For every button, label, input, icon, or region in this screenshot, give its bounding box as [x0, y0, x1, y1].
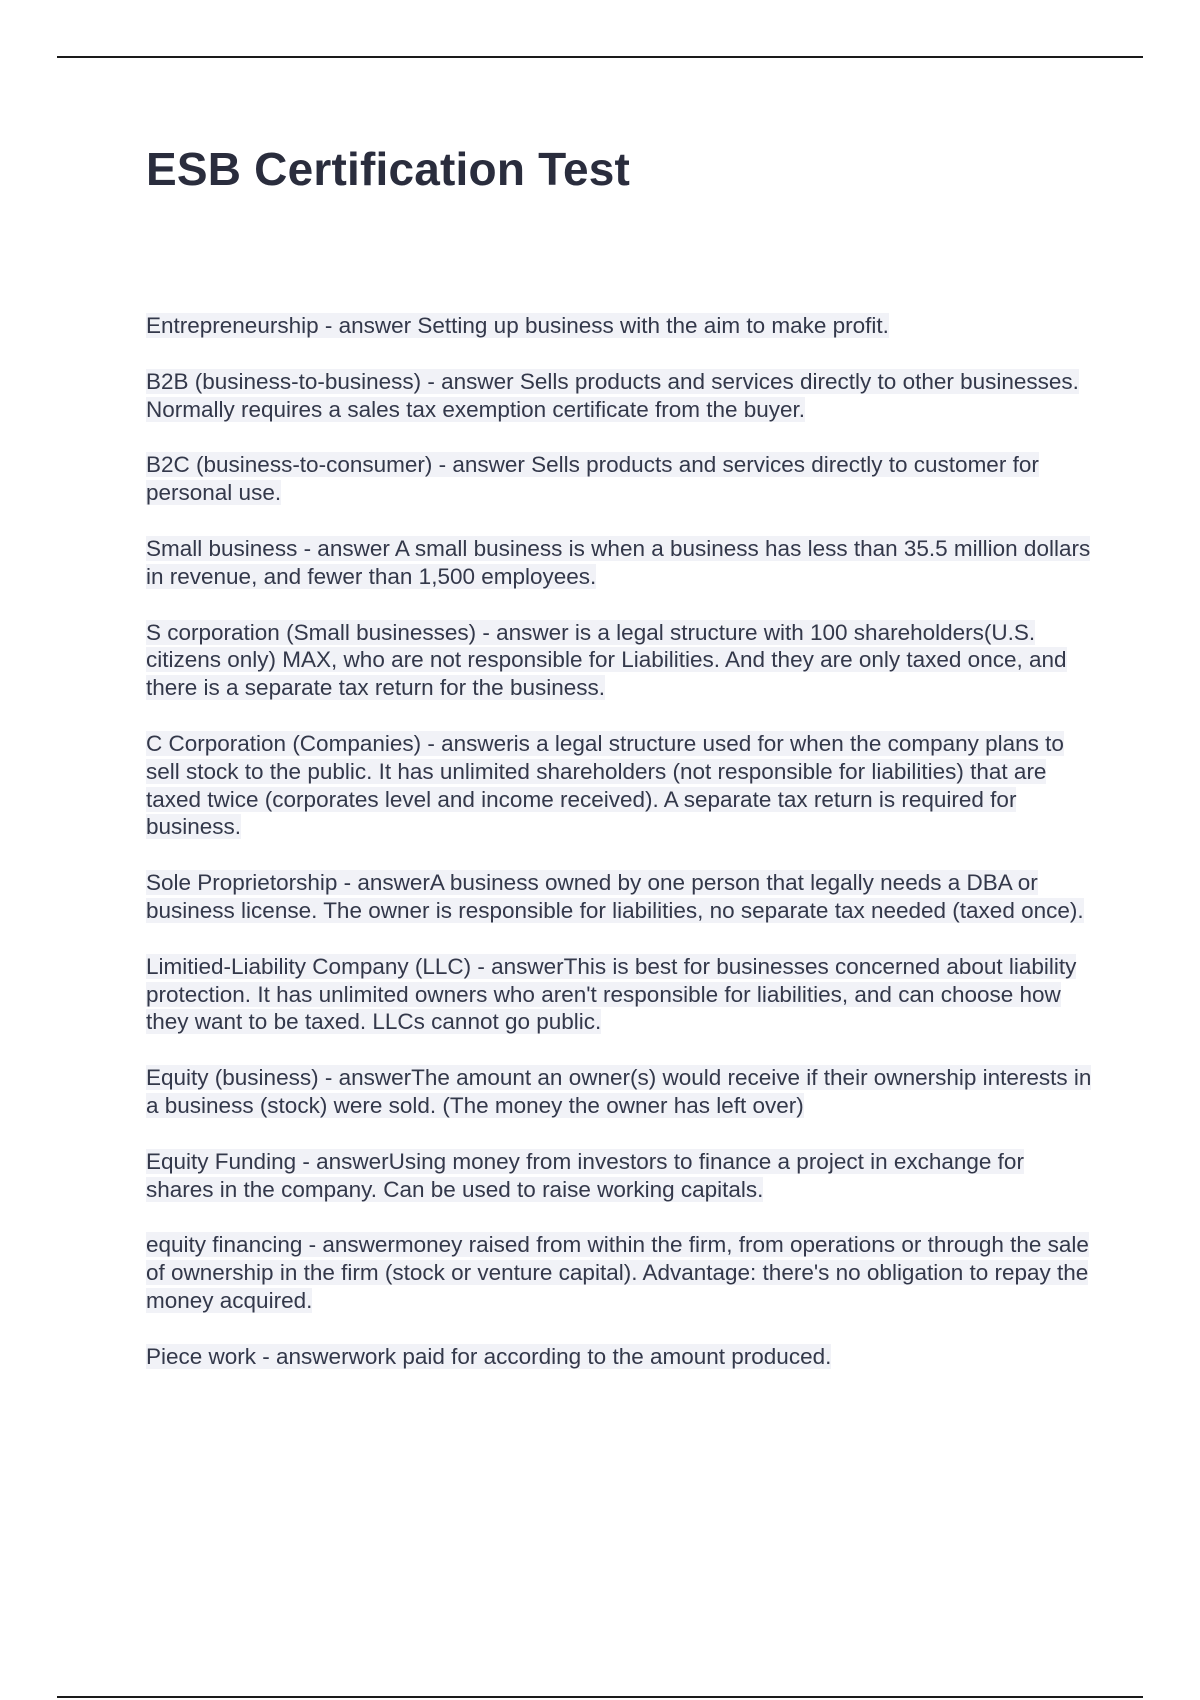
entry-text: Entrepreneurship - answer Setting up business with the aim to make profit.	[146, 313, 889, 338]
entry-text: Equity (business) - answerThe amount an owner(s) would receive if their ownership interests in a business (stock) were sold. (The money the owner has left over)	[146, 1065, 1092, 1118]
entry-text: B2C (business-to-consumer) - answer Sells products and services directly to customer for personal use.	[146, 452, 1039, 506]
entry-text: C Corporation (Companies) - answeris a legal structure used for when the company plans to sell stock to the public. It has unlimited shareholders (not responsible for liabilities) that are taxed twice (corporates level and income received). A separate tax return is required for business.	[146, 730, 1064, 840]
top-rule	[57, 56, 1143, 58]
list-item	[146, 1148, 1096, 1204]
list-item	[146, 451, 1096, 507]
list-item	[146, 312, 1096, 340]
entry-text: Small business - answer A small business is when a business has less than 35.5 million dollars in revenue, and fewer than 1,500 employees.	[146, 535, 1091, 589]
entry-text: Sole Proprietorship - answerA business owned by one person that legally needs a DBA or business license. The owner is responsible for liabilities, no separate tax needed (taxed once).	[146, 870, 1084, 923]
list-item	[146, 1343, 1096, 1371]
entry-text: S corporation (Small businesses) - answer is a legal structure with 100 shareholders(U.S. citizens only) MAX, who are not responsible for Liabilities. And they are only taxed once, and there is a separate tax return for the business.	[146, 619, 1067, 701]
list-item	[146, 535, 1096, 591]
flashcard-list	[146, 312, 1096, 1399]
entry-text: Piece work - answerwork paid for according to the amount produced.	[146, 1343, 832, 1369]
entry-text: B2B (business-to-business) - answer Sells products and services directly to other businesses. Normally requires a sales tax exemption certificate from the buyer.	[146, 368, 1079, 422]
entry-text: Equity Funding - answerUsing money from investors to finance a project in exchange for shares in the company. Can be used to raise working capitals.	[146, 1148, 1024, 1202]
list-item	[146, 619, 1096, 702]
list-item	[146, 953, 1096, 1036]
list-item	[146, 730, 1096, 841]
entry-text: equity financing - answermoney raised from within the firm, from operations or through the sale of ownership in the firm (stock or venture capital). Advantage: there's no obligation to repay the money acquired.	[146, 1232, 1089, 1313]
list-item	[146, 368, 1096, 424]
list-item	[146, 1064, 1096, 1120]
page-title: ESB Certification Test	[146, 143, 631, 195]
bottom-rule	[57, 1696, 1143, 1698]
list-item	[146, 1231, 1096, 1314]
entry-text: Limitied-Liability Company (LLC) - answerThis is best for businesses concerned about liability protection. It has unlimited owners who aren't responsible for liabilities, and can choose how they want to be taxed. LLCs cannot go public.	[146, 953, 1077, 1035]
list-item	[146, 869, 1096, 925]
